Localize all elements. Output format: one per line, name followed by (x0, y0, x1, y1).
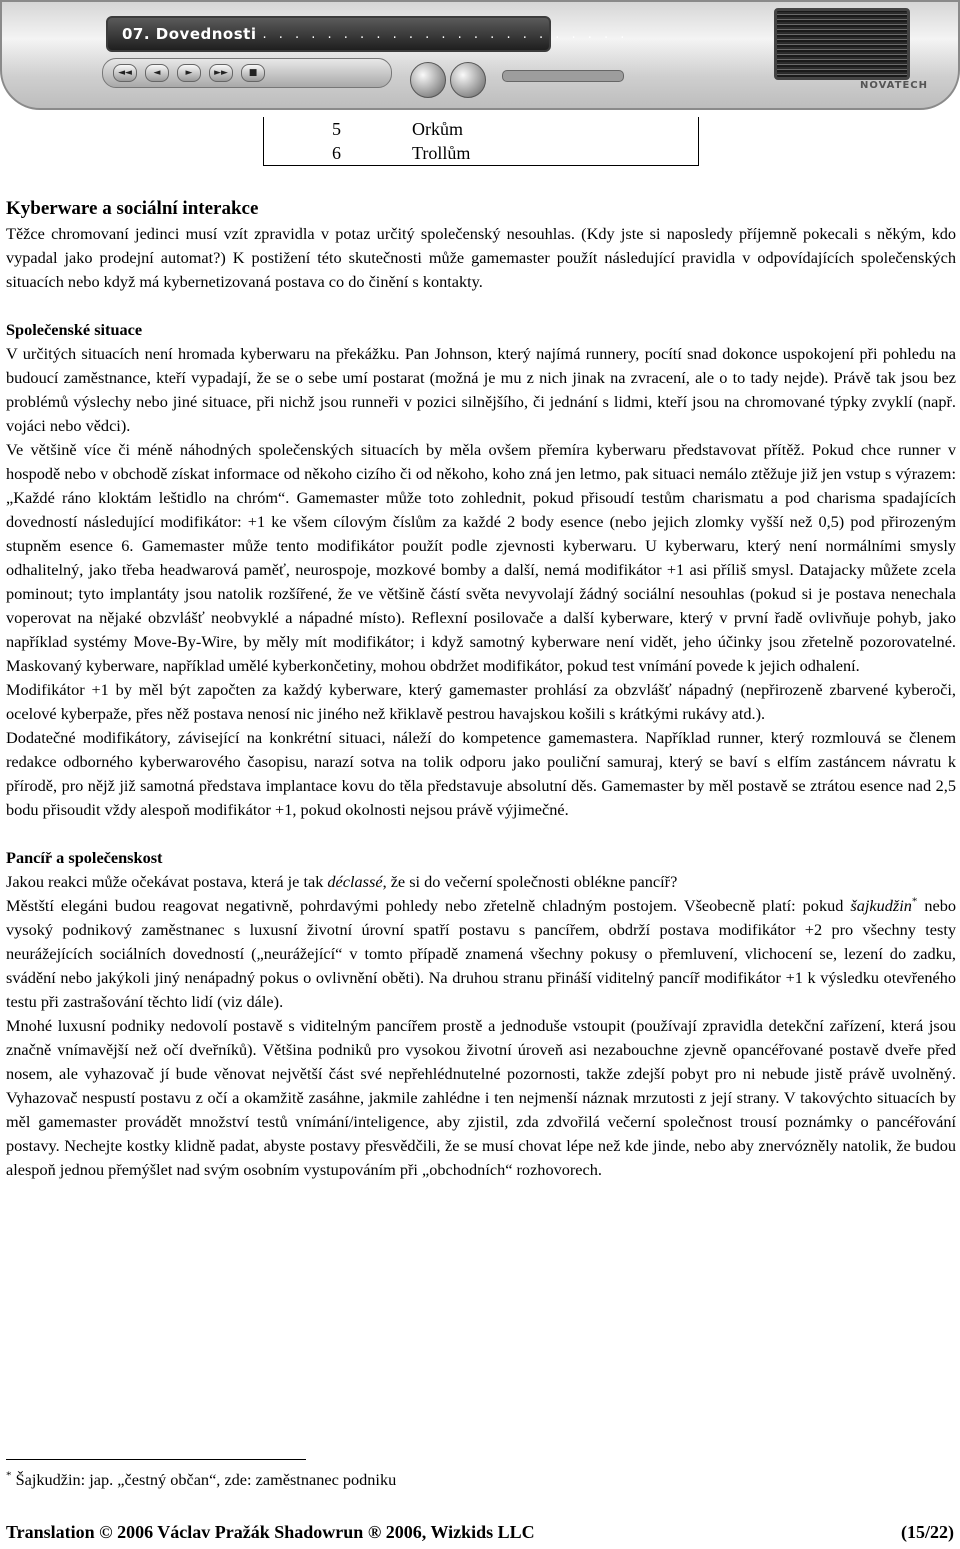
footnote-divider (6, 1459, 306, 1460)
knob-left-icon (410, 62, 446, 98)
chapter-title-bar (106, 16, 629, 52)
footnote-ref[interactable]: * (911, 895, 918, 908)
paragraph: Městští elegáni budou reagovat negativně, pohrdavými pohledy nebo zřetelně chladným postojem. Všeobecně platí: pokud šajkudžin* nebo vysoký podnikový zaměstnanec s luxusní životní úrovní spatří postavu s pancířem, obdrží postava modifikátor +2 pro všechny testy neurážejících sociálních dovedností („neurážející“ v tomto případě znamená všechny pokusy o přemluvení, vlichocení se, lezení do zadku, svádění nebo jakýkoli jiný nenápadný pokus o ovlivnění oběti). Na druhou stranu přináší viditelný pancíř modifikátor +1 k výsledku otevřeného testu při zastrašování těchto lidí (viz dále). (6, 895, 957, 1011)
footnote-text: Šajkudžin: jap. „čestný občan“, zde: zaměstnanec podniku (11, 1470, 397, 1489)
table-cell-race: Orkům (412, 119, 463, 139)
paragraph: V určitých situacích není hromada kyberwaru na překážku. Pan Johnson, který najímá runnery, pocítí snad dokonce uspokojení při pohledu na budoucí zaměstnance, kteří vypadají, že se o sebe umí postarat (možná je mu z nich jinak na zvracení, ale o to tady nejde). Právě tak jsou bez problémů výslechy nebo jiné situace, při nichž jsou runneři v pozici silnějšího, či jednání s lidmi, kteří jsou na chromované týpky zvyklí (např. vojáci nebo vědci). (6, 344, 956, 435)
document-body (6, 196, 956, 1182)
chapter-title: 07. Dovednosti (122, 25, 257, 43)
footnote-mark: * (6, 1469, 12, 1482)
section-heading-social: Společenské situace (6, 320, 143, 339)
paragraph: Ve většině více či méně náhodných společenských situacích by měla ovšem přemíra kyberwaru představovat přítěž. Pokud chce runner v hospodě nebo v obchodě získat informace od někoho cizího či od někoho, koho zná jen letmo, pak situaci nemálo ztěžuje již jen vstup s výrazem: „Každé ráno kloktám leštidlo na chróm“. Gamemaster může toto zohlednit, pokud přisoudí testům charismatu a pod charisma spadajících dovedností následující modifikátor: +1 ke všem cílovým číslům za každé 2 body esence (nebo jejich zlomky vyšší než 0,5) pod přirozeným stupněm esence 6. Gamemaster může tento modifikátor použít podle zjevnosti kyberwaru. U kyberwaru, který není normálními smysly odhalitelný, jako třeba headwarová paměť, neurospoje, mozkové bomby a další, nemá modifikátor +1 asi příliš smysl. Datajacky můžete zcela pominout; tyto implantáty jsou natolik rozšířené, že ve většině částí světa nevyvolají žádný sociální nesouhlas (pokud si je postava nenechala voperovat na nějaké obzvlášť neobvyklé a nápadné místo). Reflexní posilovače a další kyberware, který v první řadě ovlivňuje pohyb, jako například systémy Move-By-Wire, by měly mít modifikátor; i když samotný kyberware není vidět, jeho účinky jsou zřetelně pozorovatelné. Maskovaný kyberware, například umělé kyberkončetiny, mohou obdržet modifikátor, pokud test vnímání povede k jejich odhalení. (6, 440, 956, 675)
table-cell-race: Trollům (412, 143, 471, 163)
page-number: (15/22) (901, 1522, 954, 1542)
knob-right-icon (450, 62, 486, 98)
player-controls (102, 58, 392, 88)
forward-button[interactable]: ►► (209, 64, 233, 82)
page-footer (6, 1522, 954, 1543)
section-heading-armor: Pancíř a společenskost (6, 848, 163, 867)
paragraph: Jakou reakci může očekávat postava, která je tak déclassé, že si do večerní společnosti oblékne pancíř? (6, 872, 678, 891)
race-table (263, 117, 699, 166)
stop-button[interactable]: ■ (241, 64, 265, 82)
footnote (6, 1470, 396, 1490)
section-heading-cyberware: Kyberware a sociální interakce (6, 198, 259, 219)
back-button[interactable]: ◄ (145, 64, 169, 82)
emphasis-sajkudzin: šajkudžin (850, 896, 912, 915)
paragraph: Těžce chromovaní jedinci musí vzít zpravidla v potaz určitý společenský nesouhlas. (Kdy jste si naposledy příjemně pokecali s někým, kdo vypadal jako prodejní automat?) K postižení této skutečnosti může gamemaster použít následující pravidla v odpovídajících společenských situacích nebo když má kybernetizovaná postava co do činění s kontakty. (6, 224, 956, 291)
header-frame (0, 0, 960, 110)
footer-copyright: Translation © 2006 Václav Pražák Shadowrun ® 2006, Wizkids LLC (6, 1522, 535, 1542)
table-cell-number: 6 (332, 143, 341, 163)
brand-logo: NOVATECH (860, 80, 928, 91)
emphasis-declasse: déclassé (327, 872, 383, 891)
static-screen-icon (774, 8, 910, 80)
title-dots: . . . . . . . . . . . . . . . . . . . . . . . (262, 26, 629, 42)
rewind-button[interactable]: ◄◄ (113, 64, 137, 82)
play-button[interactable]: ► (177, 64, 201, 82)
table-cell-number: 5 (332, 119, 341, 139)
paragraph: Mnohé luxusní podniky nedovolí postavě s viditelným pancířem prostě a jednoduše vstoupit (používají zpravidla detekční zařízení, která jsou značně vnímavější než očí dveřníků). Většina podniků pro vysokou životní úroveň asi nezabouchne zjevně opancéřované postavě dveře před nosem, ale vyhazovač jí bude věnovat největší část své nepřehlédnutelné pozornosti, takže zdejší pobyt pro ni nebude jistě právě uvolněný. Vyhazovač nespustí postavu z očí a okamžitě zasáhne, jakmile zahlédne i ten nejmenší náznak mrzutosti z její strany. V takovýchto situacích by měl gamemaster provádět množství testů vnímání/inteligence, aby zjistil, zda zdvořilá večerní společnost trousí poznámky o pancéřování postavy. Nechejte kostky klidně padat, abyste postavy přesvědčili, že se musí chovat lépe než kde jinde, nebo aby znervózněly natolik, že budou alespoň jednou přemýšlet nad svým osobním vystupováním při „obchodních“ rozhovorech. (6, 1016, 956, 1179)
paragraph: Dodatečné modifikátory, závisející na konkrétní situaci, náleží do kompetence gamemastera. Například runner, který rozmlouvá se členem redakce odborného kyberwarového časopisu, narazí sotva na tolik odporu jako pouliční samuraj, který se baví s elfím zastáncem návratu k přírodě, pro nějž již samotná představa implantace kovu do těla představuje absolutní děs. Gamemaster by měl postavě se ztrátou esence nad 2,5 bodu přisoudit vždy alespoň modifikátor +1, pokud okolnosti nejsou právě výjimečné. (6, 728, 956, 819)
slider-bar (502, 70, 624, 82)
paragraph: Modifikátor +1 by měl být započten za každý kyberware, který gamemaster prohlásí za obzvlášť nápadný (nepřirozeně zbarvené kyberoči, ocelové kyberpaže, přes něž postava nenosí nic jiného než křiklavě pestrou havajskou košili s krátkými rukávy atd.). (6, 680, 956, 723)
